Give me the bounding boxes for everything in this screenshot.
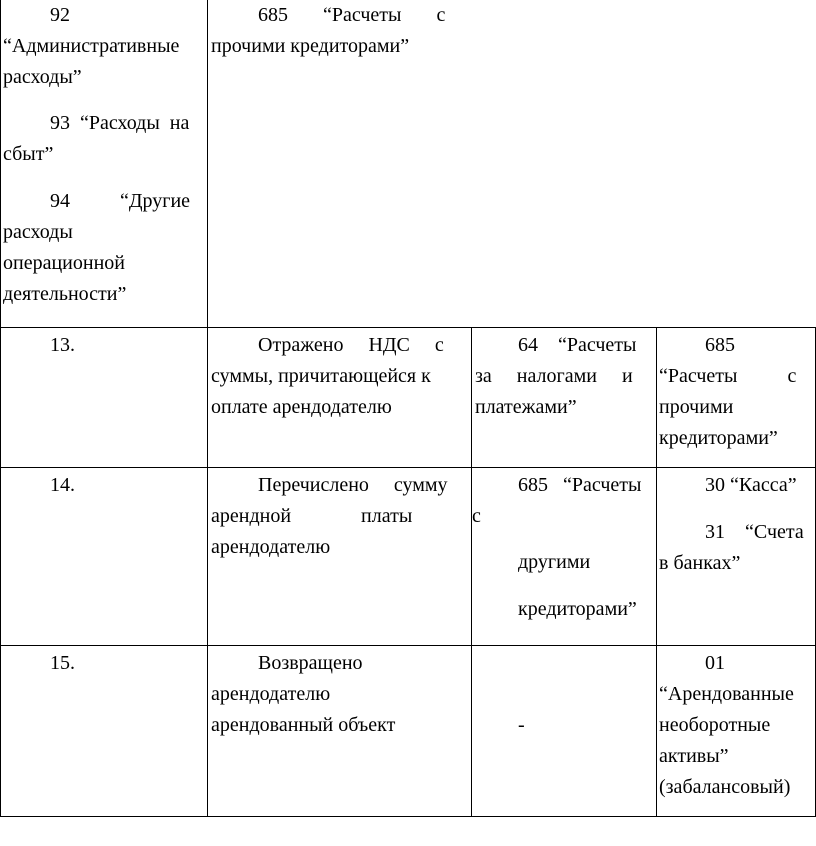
debit-account-empty: - bbox=[518, 714, 525, 736]
grid-line-v-col1 bbox=[207, 0, 208, 817]
operation-description-cont: арендодателю bbox=[211, 683, 331, 705]
credit-account-685-cont: прочими кредиторами” bbox=[211, 35, 410, 57]
credit-account-cont: (забалансовый) bbox=[659, 776, 791, 798]
operation-description: Возвращено bbox=[258, 652, 363, 674]
credit-account-cont: прочими bbox=[659, 396, 734, 418]
debit-account-cont: кредиторами” bbox=[518, 598, 637, 620]
debit-account-92-code: 92 bbox=[50, 4, 70, 26]
operation-description-cont: арендной платы bbox=[211, 505, 413, 527]
credit-account: 685 bbox=[705, 334, 735, 356]
credit-account-685: 685 “Расчеты с bbox=[258, 4, 446, 26]
row-number: 14. bbox=[50, 474, 75, 496]
row-number: 13. bbox=[50, 334, 75, 356]
operation-description: Перечислено сумму bbox=[258, 474, 448, 496]
debit-account-94-line4: деятельности” bbox=[3, 283, 127, 305]
operation-description-cont: арендованный объект bbox=[211, 714, 396, 736]
debit-account-cont: за налогами и bbox=[475, 365, 633, 387]
operation-description: Отражено НДС с bbox=[258, 334, 444, 356]
credit-account: 01 bbox=[705, 652, 725, 674]
debit-account-94-line2: расходы bbox=[3, 221, 73, 243]
debit-account: 685 “Расчеты bbox=[518, 474, 642, 496]
debit-account-92-name-cont: расходы” bbox=[3, 66, 82, 88]
credit-account-cont: “Арендованные bbox=[659, 683, 794, 705]
grid-line-h-bottom bbox=[0, 816, 816, 817]
credit-account-30: 30 “Касса” bbox=[705, 474, 797, 496]
grid-line-h-row14 bbox=[0, 645, 816, 646]
row-number: 15. bbox=[50, 652, 75, 674]
debit-account-94-line3: операционной bbox=[3, 252, 125, 274]
debit-account-cont: другими bbox=[518, 551, 591, 573]
credit-account-31: 31 “Счета bbox=[705, 521, 804, 543]
debit-account-92-name: “Административные bbox=[3, 35, 180, 57]
credit-account-cont: “Расчеты с bbox=[659, 365, 797, 387]
grid-line-h-row13 bbox=[0, 467, 816, 468]
grid-line-v-col3 bbox=[656, 327, 657, 817]
credit-account-31-cont: в банках” bbox=[659, 552, 741, 574]
grid-line-v-col2 bbox=[471, 327, 472, 817]
operation-description-cont: суммы, причитающейся к bbox=[211, 365, 431, 387]
credit-account-cont: кредиторами” bbox=[659, 427, 778, 449]
operation-description-cont: оплате арендодателю bbox=[211, 396, 392, 418]
debit-account-cont: платежами” bbox=[475, 396, 577, 418]
operation-description-cont: арендодателю bbox=[211, 536, 331, 558]
grid-line-h-row12 bbox=[0, 327, 816, 328]
credit-account-cont: активы” bbox=[659, 745, 729, 767]
debit-account: 64 “Расчеты bbox=[518, 334, 637, 356]
debit-account-93-cont: сбыт” bbox=[3, 143, 54, 165]
grid-line-v-left bbox=[0, 0, 1, 817]
credit-account-cont: необоротные bbox=[659, 714, 771, 736]
debit-account-94: 94 “Другие bbox=[50, 190, 191, 212]
debit-account-cont: с bbox=[472, 505, 481, 527]
debit-account-93: 93 “Расходы на bbox=[50, 112, 190, 134]
